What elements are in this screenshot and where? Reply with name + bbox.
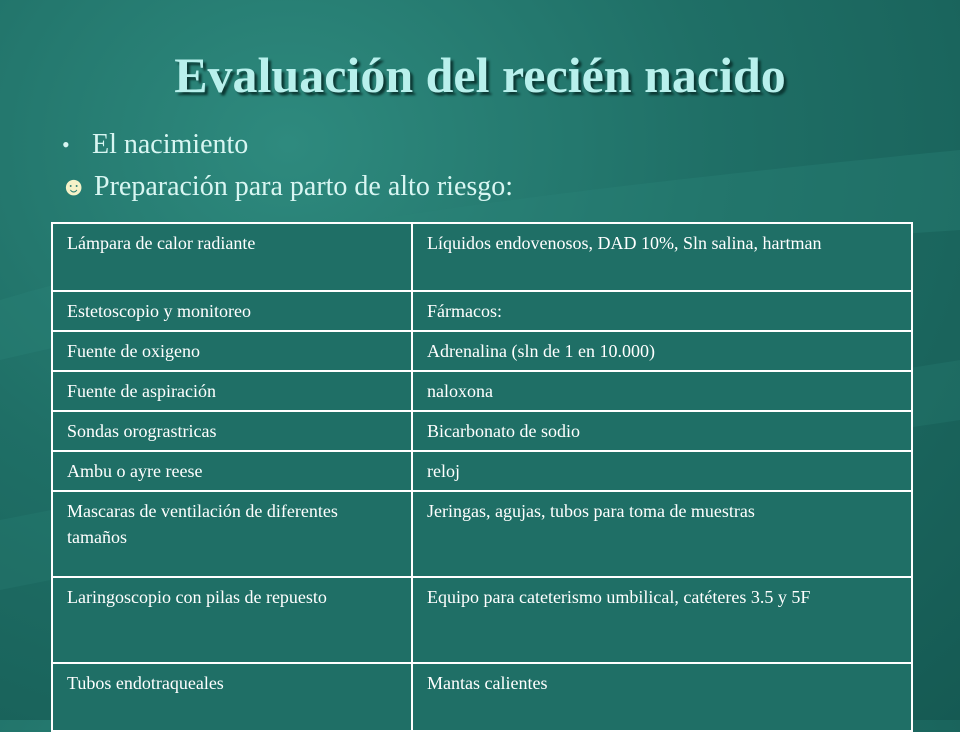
table-cell: Ambu o ayre reese (52, 451, 412, 491)
table-cell: Bicarbonato de sodio (412, 411, 912, 451)
table-cell: Jeringas, agujas, tubos para toma de muestras (412, 491, 912, 577)
table-cell: Tubos endotraqueales (52, 663, 412, 731)
bullet-item (62, 124, 513, 166)
table-row (52, 577, 912, 663)
table-cell: Sondas orograstricas (52, 411, 412, 451)
table-row (52, 331, 912, 371)
table-cell: Laringoscopio con pilas de repuesto (52, 577, 412, 663)
table-row (52, 371, 912, 411)
table-row (52, 451, 912, 491)
table-cell: Fuente de oxigeno (52, 331, 412, 371)
table-row (52, 291, 912, 331)
table-cell: Fármacos: (412, 291, 912, 331)
table-cell: reloj (412, 451, 912, 491)
table-row (52, 411, 912, 451)
equipment-table (51, 222, 913, 732)
table-cell: naloxona (412, 371, 912, 411)
bullet-text: El nacimiento (92, 129, 249, 160)
table-cell: Adrenalina (sln de 1 en 10.000) (412, 331, 912, 371)
table-cell: Estetoscopio y monitoreo (52, 291, 412, 331)
table-cell: Lámpara de calor radiante (52, 223, 412, 291)
table-cell: Fuente de aspiración (52, 371, 412, 411)
smiley-icon: ☻ (60, 172, 88, 201)
table-cell: Mantas calientes (412, 663, 912, 731)
table-row (52, 223, 912, 291)
bullet-item (60, 166, 513, 208)
bullet-dot-icon: • (62, 132, 70, 157)
table-row (52, 491, 912, 577)
table-cell: Mascaras de ventilación de diferentes tamaños (52, 491, 412, 577)
bullet-text: Preparación para parto de alto riesgo: (94, 171, 514, 202)
bullet-list (62, 124, 513, 208)
table-row (52, 663, 912, 731)
table-cell: Líquidos endovenosos, DAD 10%, Sln salina, hartman (412, 223, 912, 291)
table-cell: Equipo para cateterismo umbilical, catéteres 3.5 y 5F (412, 577, 912, 663)
page-title: Evaluación del recién nacido (174, 47, 786, 103)
